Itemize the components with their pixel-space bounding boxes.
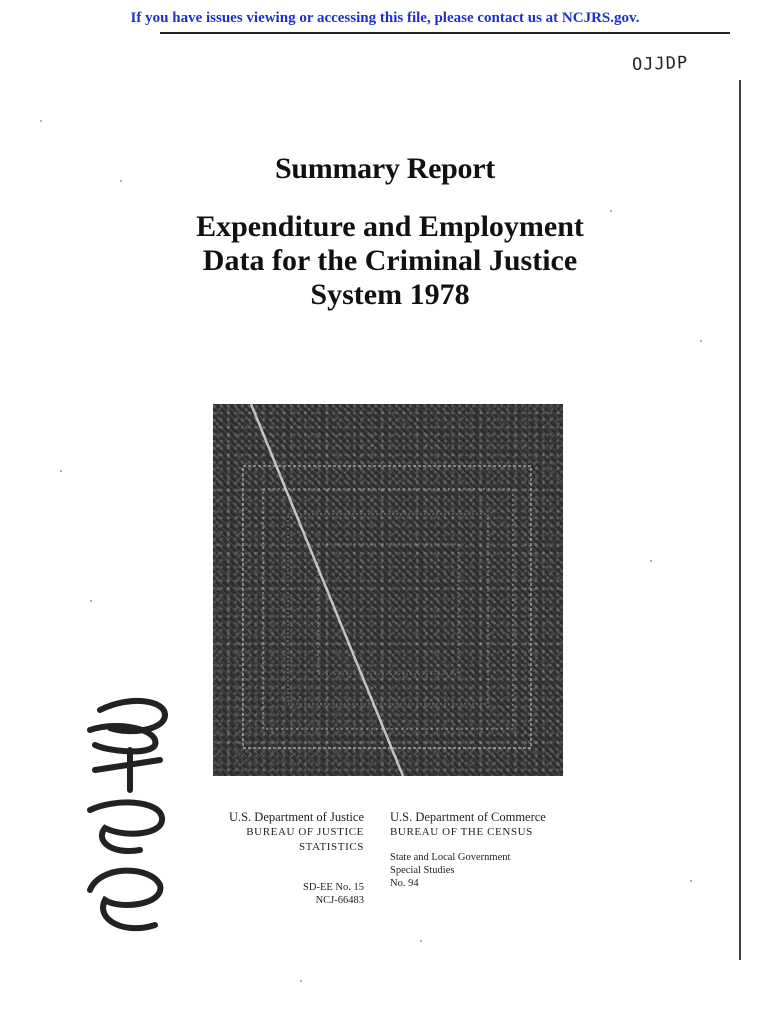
studies-number: No. 94 bbox=[390, 878, 419, 889]
handwritten-number bbox=[70, 690, 180, 950]
special-studies: Special Studies bbox=[390, 865, 455, 876]
government-program: State and Local Government bbox=[390, 852, 511, 863]
justice-department: U.S. Department of Justice bbox=[228, 810, 364, 824]
banner-rule bbox=[160, 32, 730, 34]
ncjrs-contact-banner[interactable]: If you have issues viewing or accessing this file, please contact us at NCJRS.gov. bbox=[130, 10, 640, 26]
justice-publisher-block bbox=[186, 810, 364, 907]
report-subtitle bbox=[100, 210, 680, 312]
subtitle-line-2: Data for the Criminal Justice bbox=[202, 244, 578, 277]
subtitle-line-1: Expenditure and Employment bbox=[196, 210, 584, 243]
commerce-department: U.S. Department of Commerce bbox=[390, 810, 546, 824]
justice-bureau: BUREAU OF JUSTICE STATISTICS bbox=[246, 826, 364, 853]
series-number: SD-EE No. 15 bbox=[303, 882, 364, 893]
cover-image bbox=[213, 404, 563, 776]
ncj-number: NCJ-66483 bbox=[315, 895, 364, 906]
commerce-publisher-block bbox=[390, 810, 610, 890]
ojjdp-stamp: OJJDP bbox=[631, 53, 689, 75]
handwritten-number-text: 66483 bbox=[70, 690, 73, 691]
subtitle-line-3: System 1978 bbox=[310, 278, 470, 311]
cover-image-frames bbox=[213, 404, 563, 776]
report-heading: Summary Report bbox=[275, 152, 495, 185]
commerce-bureau: BUREAU OF THE CENSUS bbox=[390, 826, 533, 838]
page-edge-line bbox=[739, 80, 741, 960]
